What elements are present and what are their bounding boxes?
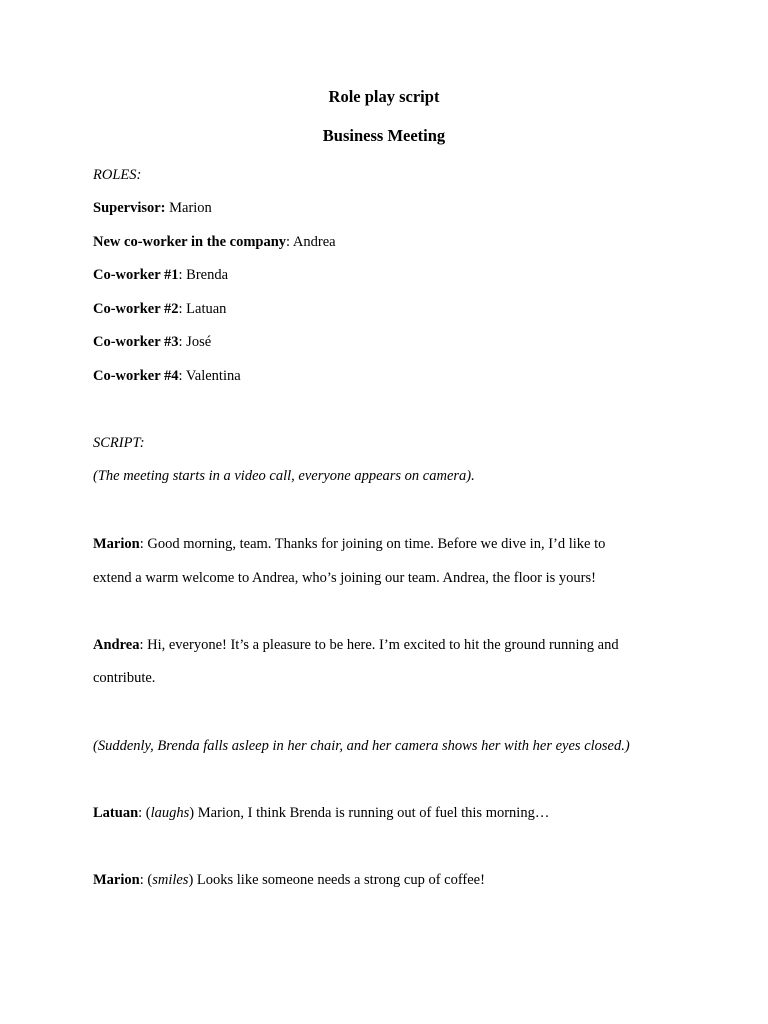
dialogue-text: ) Marion, I think Brenda is running out of fuel this morning… bbox=[189, 805, 550, 821]
role-label: Co-worker #3 bbox=[93, 334, 179, 350]
speaker-name: Latuan bbox=[93, 805, 139, 821]
action-text: laughs bbox=[150, 805, 190, 821]
dialogue-continuation: extend a warm welcome to Andrea, who’s joining our team. Andrea, the floor is yours! bbox=[93, 570, 596, 586]
stage-direction: (The meeting starts in a video call, everyone appears on camera). bbox=[93, 468, 475, 484]
speaker-name: Marion bbox=[93, 872, 140, 888]
action-text: smiles bbox=[152, 872, 189, 888]
dialogue-text: : Hi, everyone! It’s a pleasure to be here. I’m excited to hit the ground running and bbox=[139, 637, 619, 653]
role-separator: : bbox=[286, 234, 293, 250]
role-label: New co-worker in the company bbox=[93, 234, 287, 250]
dialogue-line bbox=[93, 871, 485, 889]
role-name: Marion bbox=[169, 200, 212, 216]
role-name: Andrea bbox=[292, 234, 336, 250]
role-item bbox=[93, 333, 211, 351]
stage-direction: (Suddenly, Brenda falls asleep in her chair, and her camera shows her with her eyes closed.) bbox=[93, 738, 630, 754]
role-separator: : bbox=[178, 368, 186, 384]
document-title: Role play script bbox=[328, 87, 440, 106]
document-subtitle: Business Meeting bbox=[322, 126, 446, 145]
dialogue-line bbox=[93, 535, 605, 553]
role-separator: : bbox=[178, 334, 187, 350]
role-label: Supervisor: bbox=[93, 200, 166, 216]
role-item bbox=[93, 266, 228, 284]
dialogue-line bbox=[93, 804, 549, 822]
dialogue-text: : Good morning, team. Thanks for joining on time. Before we dive in, I’d like to bbox=[139, 536, 606, 552]
role-name: José bbox=[186, 334, 212, 350]
role-name: Brenda bbox=[186, 267, 229, 283]
role-item bbox=[93, 199, 212, 217]
role-name: Valentina bbox=[185, 368, 241, 384]
role-separator: : bbox=[178, 301, 187, 317]
role-label: Co-worker #4 bbox=[93, 368, 179, 384]
role-separator: : bbox=[178, 267, 187, 283]
dialogue-continuation: contribute. bbox=[93, 670, 156, 686]
speaker-name: Marion bbox=[93, 536, 140, 552]
dialogue-text: : ( bbox=[139, 872, 153, 888]
speaker-name: Andrea bbox=[93, 637, 140, 653]
dialogue-line bbox=[93, 636, 619, 654]
dialogue-text: ) Looks like someone needs a strong cup of coffee! bbox=[188, 872, 485, 888]
role-label: Co-worker #1 bbox=[93, 267, 179, 283]
role-item bbox=[93, 367, 241, 385]
role-item bbox=[93, 233, 336, 251]
dialogue-text: : ( bbox=[138, 805, 151, 821]
roles-heading: ROLES: bbox=[93, 167, 142, 183]
script-heading: SCRIPT: bbox=[93, 435, 145, 451]
role-label: Co-worker #2 bbox=[93, 301, 179, 317]
role-name: Latuan bbox=[186, 301, 227, 317]
role-item bbox=[93, 300, 226, 318]
